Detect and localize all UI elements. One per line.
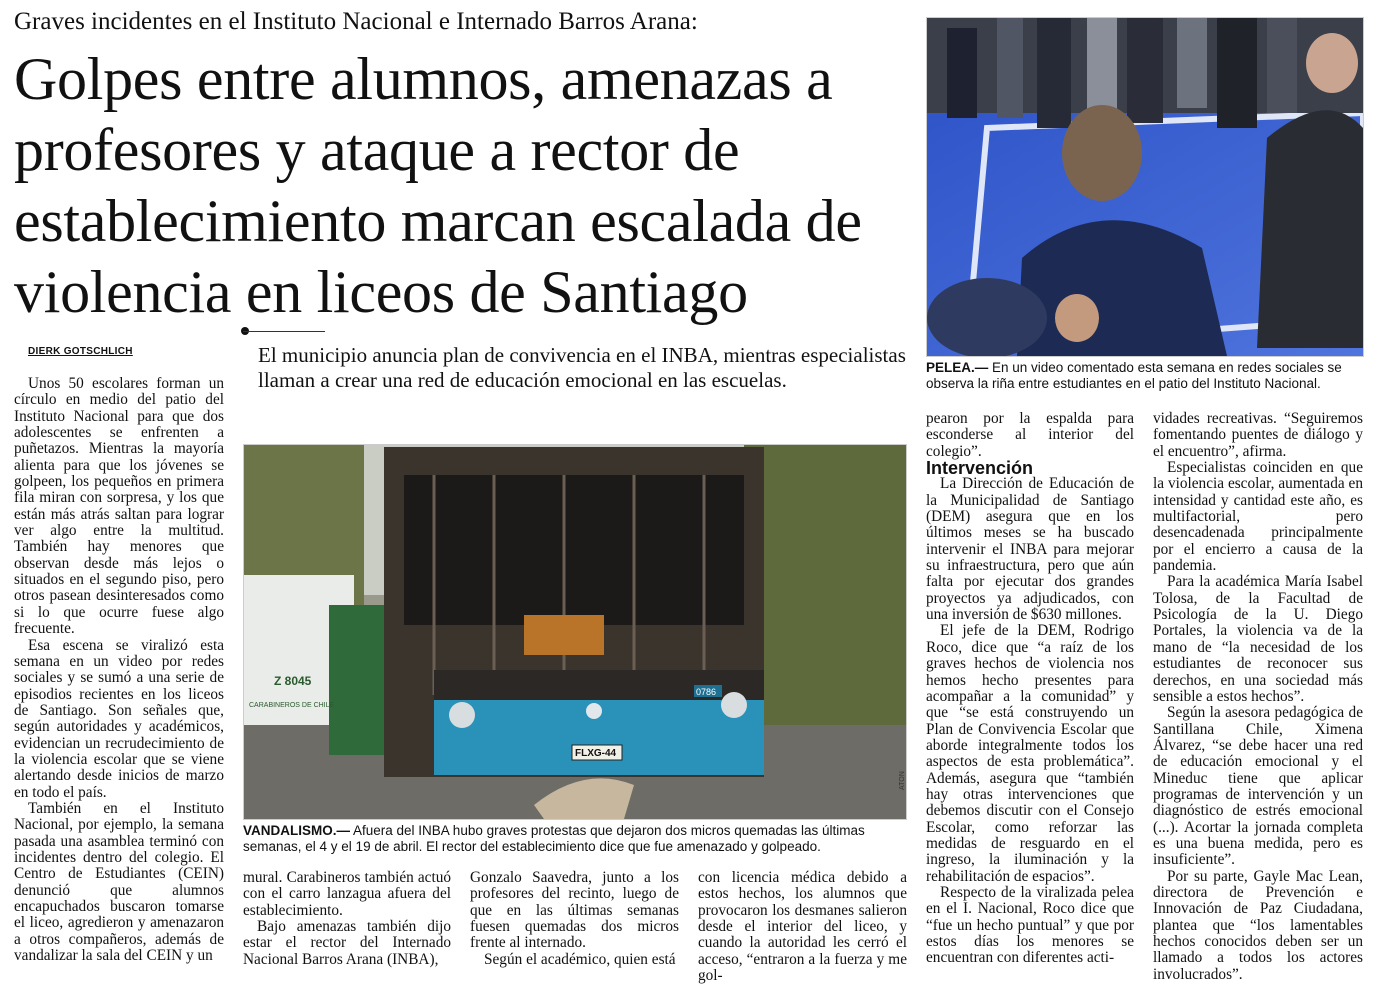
paragraph: Bajo amenazas también dijo estar el rector del Internado Nacional Barros Arana (INBA), (243, 918, 451, 968)
paragraph: Respecto de la viralizada pelea en el I. Nacional, Roco dice que “fue un hecho puntual” y que por estos días los menores se encuentran con diferentes acti- (926, 883, 1134, 967)
photo-credit: ATON (899, 771, 906, 790)
fight-caption-label: PELEA.— (926, 360, 989, 375)
bus-caption-label: VANDALISMO.— (243, 823, 350, 838)
fight-photo-art (927, 18, 1363, 356)
paragraph: pearon por la espalda para esconderse al interior del colegio”. (926, 410, 1134, 460)
byline: DIERK GOTSCHLICH (28, 346, 133, 357)
paragraph: También en el Instituto Nacional, por ejemplo, la semana pasada una asamblea terminó con incidentes dentro del colegio. El Centro de Estudiantes (CEIN) denunció que alumnos encapuchados buscaron tomarse el liceo, agredieron y amenazaron a otros compañeros, además de vandalizar la sala del CEIN y un (14, 799, 224, 965)
bus-plate: FLXG-44 (575, 748, 617, 759)
column-5 (926, 411, 1134, 967)
paragraph: Esa escena se viralizó esta semana en un video por redes sociales y se sumó a una serie de episodios recientes en los liceos de Santiago. Son señales que, según autoridades y académicos, evidencian un recrudecimiento de la violencia escolar que se viene alertando desde inicios de marzo en todo el país. (14, 636, 224, 801)
headline: Golpes entre alumnos, amenazas a profesores y ataque a rector de establecimiento marcan escalada de violencia en liceos de Santiago (14, 46, 862, 325)
column-1 (14, 376, 224, 964)
fight-caption (926, 360, 1362, 392)
paragraph: vidades recreativas. “Seguiremos fomentando puentes de diálogo y el encuentro”, afirma. (1153, 410, 1363, 460)
police-number: Z 8045 (274, 674, 312, 688)
paragraph: El jefe de la DEM, Rodrigo Roco, dice que “a raíz de los graves hechos de violencia nos hemos hecho presentes para acompañar a la comunidad” y que “se está construyendo un Plan de Convivencia Escolar que aborde integralmente todos los aspectos de esta problemática”. Además, asegura que “también hay otras intervenciones que debemos discutir con el Consejo Escolar, como reforzar las medidas de resguardo en el ingreso, la iluminación y la rehabilitación de espacios”. (926, 622, 1134, 885)
paragraph: Según el académico, quien está (484, 950, 676, 968)
subhead-intervencion: Intervención (926, 458, 1034, 479)
column-3 (470, 870, 679, 968)
paragraph: Para la académica María Isabel Tolosa, de la Facultad de Psicología de la U. Diego Portales, la violencia va de la mano de “la necesidad de los estudiantes de reconocer sus derechos, en una sociedad más sensible a estos hechos”. (1153, 573, 1363, 705)
paragraph: mural. Carabineros también actuó con el carro lanzagua afuera del establecimiento. (243, 869, 451, 919)
paragraph: Especialistas coinciden en que la violencia escolar, aumentada en intensidad y cantidad este año, es multifactorial, pero desencadenada principalmente por el encierro a causa de la pandemia. (1153, 459, 1363, 575)
deck: El municipio anuncia plan de convivencia en el INBA, mientras especialistas llaman a crear una red de educación emocional en las escuelas. (258, 343, 906, 392)
paragraph: Unos 50 escolares forman un círculo en medio del patio del Instituto Nacional para que dos adolescentes se enfrenten a puñetazos. Mientras la mayoría alienta para que los jóvenes se golpeen, los pequeños en primera fila miran con sorpresa, y los que están más atrás saltan para lograr ver algo entre la multitud. También hay menores que observan desde más lejos o situados en el segundo piso, pero otros pasean desinteresados como si lo que ocurre fuese algo frecuente. (14, 375, 224, 638)
paragraph: Gonzalo Saavedra, junto a los profesores del recinto, luego de que en las últimas semanas fuesen quemadas dos micros frente al internado. (470, 869, 679, 952)
paragraph: Por su parte, Gayle Mac Lean, directora de Prevención e Innovación de Paz Ciudadana, plantea que “los lamentables hechos conocidos deben ser un llamado a todos los actores involucrados”. (1153, 867, 1363, 983)
police-text: CARABINEROS DE CHILE (249, 702, 335, 709)
column-2 (243, 870, 451, 968)
column-4 (698, 870, 907, 984)
paragraph: La Dirección de Educación de la Municipalidad de Santiago (DEM) asegura que en los últimos meses se ha buscado intervenir el INBA para mejorar su infraestructura, pero que aún falta por ejecutar dos grandes proyectos ya adjudicados, con una inversión de $630 millones. (926, 475, 1134, 624)
kicker: Graves incidentes en el Instituto Nacional e Internado Barros Arana: (14, 8, 698, 35)
bus-photo-art (244, 445, 906, 819)
fight-photo (926, 17, 1364, 357)
bus-photo (243, 444, 907, 820)
paragraph: con licencia médica debido a estos hechos, los alumnos que provocaron los desmanes salieron desde el interior del liceo, y cuando la autoridad les cerró el acceso, “entraron a la fuerza y me gol- (698, 869, 907, 985)
bus-caption (243, 823, 905, 855)
byline-rule (243, 331, 325, 332)
fight-caption-text: En un video comentado esta semana en redes sociales se observa la riña entre estudiantes en el patio del Instituto Nacional. (926, 360, 1342, 391)
bus-number: 0786 (696, 687, 717, 697)
paragraph: Según la asesora pedagógica de Santillana Chile, Ximena Álvarez, “se debe hacer una red de educación emocional y el Mineduc tiene que aplicar programas de intervención y un diagnóstico de estrés emocional (...). Acortar la jornada completa es una buena medida, pero es insuficiente”. (1153, 704, 1363, 869)
column-6 (1153, 411, 1363, 983)
bus-caption-text: Afuera del INBA hubo graves protestas que dejaron dos micros quemadas las últimas semanas, el 4 y el 19 de abril. El rector del establecimiento dice que fue amenazado y golpeado. (243, 823, 865, 854)
